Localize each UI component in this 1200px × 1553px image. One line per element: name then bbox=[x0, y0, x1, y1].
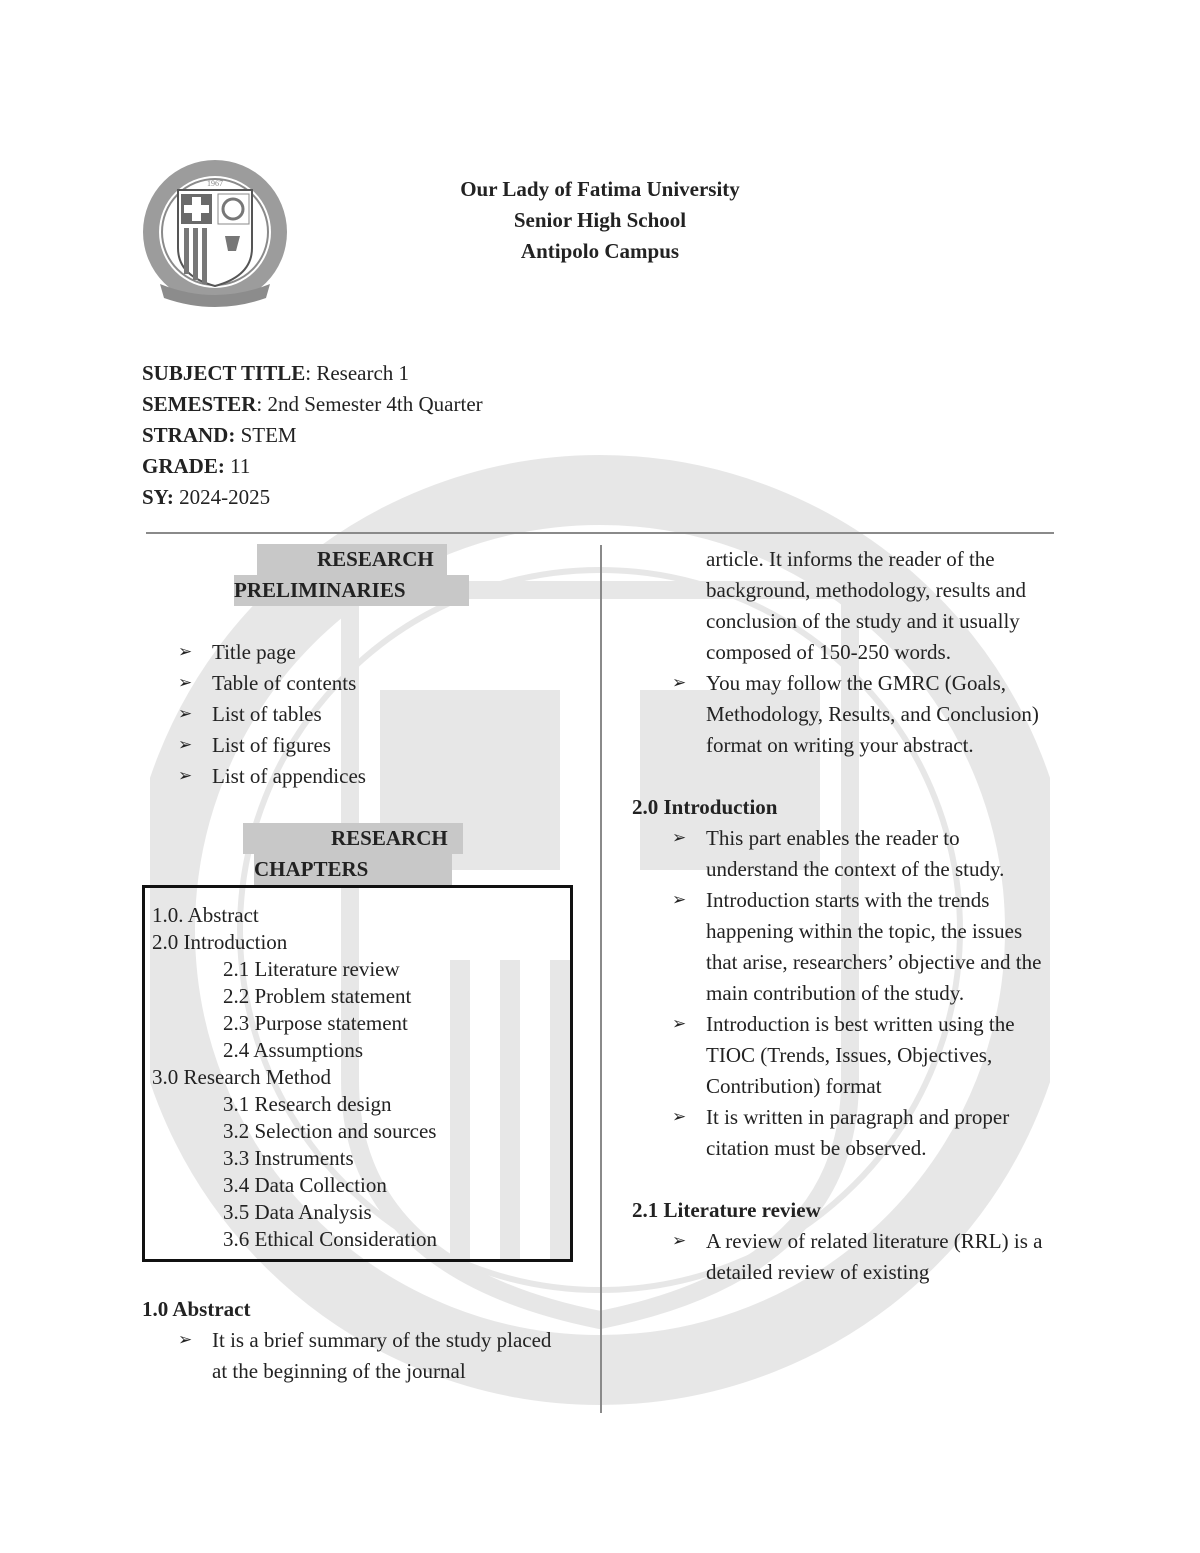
toc-item: 2.1 Literature review bbox=[223, 957, 400, 981]
abstract-title: 1.0 Abstract bbox=[142, 1297, 251, 1321]
abstract-list-right bbox=[672, 668, 1054, 761]
toc-item: 2.2 Problem statement bbox=[223, 984, 412, 1008]
preliminaries-list bbox=[178, 637, 582, 792]
school-name: Senior High School bbox=[513, 208, 687, 232]
list-item: ➢ It is a brief summary of the study placed at the beginning of the journal bbox=[178, 1325, 568, 1387]
toc-item: 3.3 Instruments bbox=[223, 1146, 354, 1170]
list-item: ➢ Introduction is best written using the TIOC (Trends, Issues, Objectives, Contribution) format bbox=[672, 1009, 1054, 1102]
abstract-list-left bbox=[178, 1325, 568, 1387]
literature-list bbox=[672, 1226, 1054, 1288]
preliminaries-heading: RESEARCH bbox=[257, 544, 582, 575]
introduction-title: 2.0 Introduction bbox=[632, 795, 778, 819]
right-column bbox=[632, 544, 1062, 1288]
list-item: ➢ Title page bbox=[178, 637, 582, 668]
list-item: ➢ List of appendices bbox=[178, 761, 582, 792]
university-name: Our Lady of Fatima University bbox=[460, 177, 740, 201]
list-item: ➢ List of tables bbox=[178, 699, 582, 730]
toc-item: 3.4 Data Collection bbox=[223, 1173, 387, 1197]
toc-item: 3.6 Ethical Consideration bbox=[223, 1227, 438, 1251]
list-item: ➢ List of figures bbox=[178, 730, 582, 761]
grade-line: GRADE: 11 bbox=[142, 454, 251, 478]
course-info bbox=[142, 358, 483, 513]
campus-name: Antipolo Campus bbox=[520, 239, 680, 263]
toc-item: 2.3 Purpose statement bbox=[223, 1011, 408, 1035]
school-header bbox=[300, 174, 900, 267]
university-seal bbox=[140, 156, 290, 312]
toc-item: 3.0 Research Method bbox=[152, 1065, 332, 1089]
list-item: ➢ A review of related literature (RRL) is a detailed review of existing bbox=[672, 1226, 1054, 1288]
chapters-heading: RESEARCH bbox=[243, 823, 582, 854]
abstract-continued: article. It informs the reader of the background, methodology, results and conclusion of the study and it usually composed of 150-250 words. bbox=[706, 547, 1026, 664]
column-divider bbox=[600, 545, 602, 1413]
list-item: ➢ You may follow the GMRC (Goals, Methodology, Results, and Conclusion) format on writing your abstract. bbox=[672, 668, 1054, 761]
toc-item: 3.5 Data Analysis bbox=[223, 1200, 372, 1224]
chapters-toc-box bbox=[142, 885, 573, 1262]
list-item: ➢ Table of contents bbox=[178, 668, 582, 699]
subject-line: SUBJECT TITLE: Research 1 bbox=[142, 361, 410, 385]
list-item: ➢ Introduction starts with the trends happening within the topic, the issues that arise, researchers’ objective and the main contribution of the study. bbox=[672, 885, 1054, 1009]
list-item: ➢ It is written in paragraph and proper citation must be observed. bbox=[672, 1102, 1054, 1164]
introduction-list bbox=[672, 823, 1054, 1164]
toc-item: 1.0. Abstract bbox=[152, 903, 259, 927]
strand-line: STRAND: STEM bbox=[142, 423, 297, 447]
sy-line: SY: 2024-2025 bbox=[142, 485, 271, 509]
semester-line: SEMESTER: 2nd Semester 4th Quarter bbox=[142, 392, 483, 416]
toc-item: 2.0 Introduction bbox=[152, 930, 288, 954]
seal-year: 1967 bbox=[207, 179, 223, 188]
horizontal-divider bbox=[146, 532, 1054, 534]
toc-item: 2.4 Assumptions bbox=[223, 1038, 364, 1062]
literature-title: 2.1 Literature review bbox=[632, 1198, 821, 1222]
toc-item: 3.2 Selection and sources bbox=[223, 1119, 437, 1143]
list-item: ➢ This part enables the reader to understand the context of the study. bbox=[672, 823, 1054, 885]
left-column: RESEARCH PRELIMINARIES ➢ Title page ➢ Table of contents ➢ List of tables ➢ List of figures ➢ List of appendices RESEARCH CHAPTERS 1.0. Abstract 2.0 Introduction 2.1 Literature review 2.2 Problem statement 2.3 Purpose statement 2.4 Assumptions 3.0 Research Method 3.1 Research design 3.2 Selection and sources 3.3 Instruments 3.4 Data Collection 3.5 Data Analysis 3.6 Ethical Consideration 1.0 Abstract ➢ It is a brief summary of the study placed at the beginning of the journal bbox=[142, 544, 582, 1387]
toc-item: 3.1 Research design bbox=[223, 1092, 392, 1116]
